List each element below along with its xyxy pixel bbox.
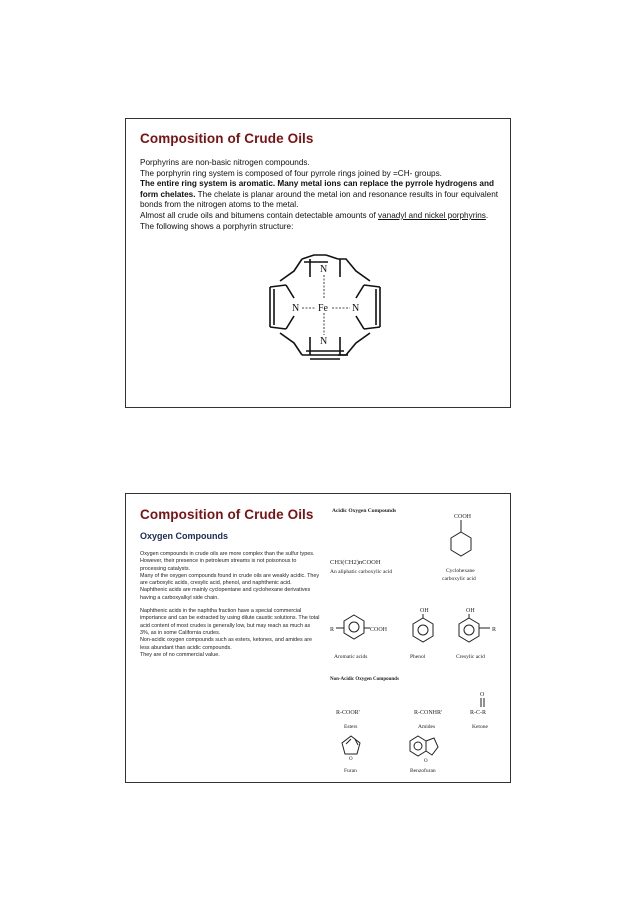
acidic-heading: Acidic Oxygen Compounds [332,508,397,514]
bold-text: The entire ring system is aromatic. Many metal ions can replace the pyrrole hydrogens and form chelates. [140,179,494,199]
cooh-label: COOH [370,627,388,633]
nonacidic-heading: Non-Acidic Oxygen Compounds [330,677,399,682]
paragraph: Naphthenic acids in the naphtha fraction have a special commercial importance and can be extracted by using dilute caustic solutions. The total acid content of most crudes is generally low, but may reach as much as 3%, as in some California crudes. [140,608,320,636]
phenol-ring [413,618,433,642]
benzofuran-benzene-ring [410,736,426,756]
benzofuran-oxygen: O [424,759,428,764]
text: The chelate is planar around the metal ion and resonance results in four equivalent bonds from the nitrogen atoms to the metal. [140,189,499,210]
slide-body-text [140,551,320,659]
r-label: R [330,627,335,633]
amides-label: Amides [418,724,436,730]
paragraph: They are of no commercial value. [140,651,220,658]
slide-subtitle: Oxygen Compounds [140,531,229,541]
esters-label: Esters [344,724,358,730]
underlined-link-text[interactable]: vanadyl and nickel porphyrins [378,210,486,220]
aliphatic-formula: CH3(CH2)nCOOH [330,559,381,566]
oh-label: OH [466,608,475,614]
cooh-label: COOH [454,514,472,520]
nitrogen-left: N [292,303,300,314]
benzofuran-furan-ring [426,738,438,755]
paragraph: Many of the oxygen compounds found in crude oils are weakly acidic. They are carboxylic acids, cresylic acid, phenol, and naphthenic acid. Naphthenic acids are mainly cyclopentane and cyclohexane derivatives having a carboxyalkyl side chain. [140,572,320,601]
furan-ring [342,736,360,754]
porphyrin-structure-diagram [266,253,384,361]
paragraph: The porphyrin ring system is composed of four pyrrole rings joined by =CH- groups. [140,168,442,178]
paragraph [140,179,502,211]
paragraph: Oxygen compounds in crude oils are more complex than the sulfur types. However, their presence in petroleum streams is not poisonous to processing catalysts. [140,551,315,572]
benzene-ring [344,615,364,639]
benzofuran-label: Benzofuran [410,768,436,772]
slide-title: Composition of Crude Oils [140,131,314,146]
text: Almost all crude oils and bitumens contain detectable amounts of [140,210,379,220]
slide-title: Composition of Crude Oils [140,507,314,522]
aromatic-label: Aromatic acids [334,654,368,660]
ester-formula: R-COOR' [336,710,360,716]
paragraph: Non-acidic oxygen compounds such as esters, ketones, and amides are less abundant than acidic compounds. [140,637,312,651]
nitrogen-top: N [320,264,328,275]
cyclohexane-label: Cyclohexane [446,568,475,574]
slide-body-text [140,158,502,232]
aliphatic-label: An aliphatic carboxylic acid [330,569,393,575]
cyclohexane-ring [451,532,471,556]
nitrogen-right: N [352,303,360,314]
slide-porphyrins [125,118,511,408]
cresol-ring [459,618,479,642]
ketone-label: Ketone [472,724,488,730]
ketone-oxygen: O [480,692,485,698]
furan-label: Furan [344,768,357,772]
oxygen-compounds-figure [322,500,506,772]
cyclohexane-label: carboxylic acid [442,576,476,582]
r-label: R [492,627,497,633]
paragraph: Porphyrins are non-basic nitrogen compounds. [140,158,310,167]
oh-label: OH [420,608,429,614]
phenol-label: Phenol [410,654,426,660]
text: . The following shows a porphyrin structure: [140,210,489,231]
metal-atom: Fe [318,303,328,314]
furan-oxygen: O [349,757,353,762]
amide-formula: R-CONHR' [414,710,443,716]
nitrogen-bottom: N [320,336,328,347]
ketone-formula: R-C-R [470,710,487,716]
slide-oxygen-compounds [125,493,511,783]
cresylic-label: Cresylic acid [456,654,485,660]
paragraph [140,211,502,232]
